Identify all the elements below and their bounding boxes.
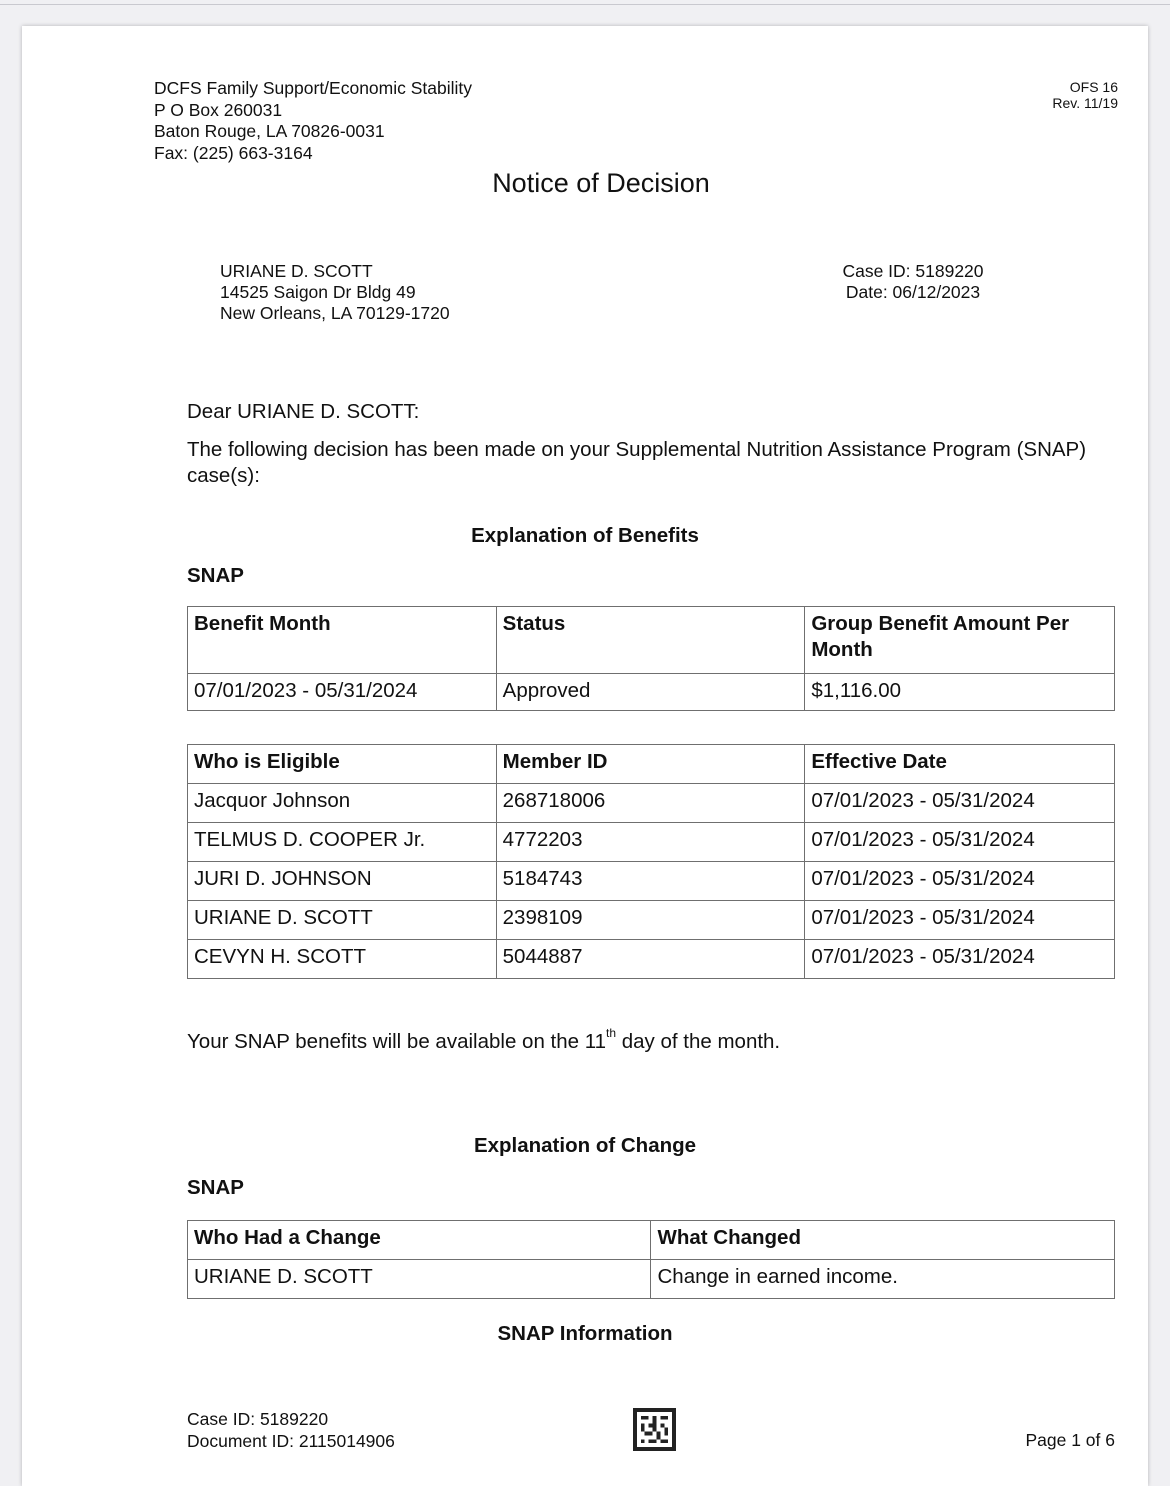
member-name-cell: CEVYN H. SCOTT [188, 940, 497, 979]
form-revision: Rev. 11/19 [1052, 95, 1118, 111]
table-header-row [188, 745, 1115, 784]
table-row [188, 862, 1115, 901]
header-who-had-a-change: Who Had a Change [188, 1221, 651, 1260]
agency-address-line2: Baton Rouge, LA 70826-0031 [154, 121, 385, 141]
eligible-members-table [187, 744, 1115, 979]
effective-date-cell: 07/01/2023 - 05/31/2024 [805, 784, 1115, 823]
availability-ordinal: th [606, 1026, 617, 1040]
benefit-summary-table [187, 606, 1115, 711]
member-name-cell: URIANE D. SCOTT [188, 901, 497, 940]
table-header-row [188, 607, 1115, 674]
benefits-program-label: SNAP [187, 564, 244, 587]
case-info-block [828, 261, 998, 303]
member-name-cell: Jacquor Johnson [188, 784, 497, 823]
intro-paragraph: The following decision has been made on your Supplemental Nutrition Assistance Program (SNAP) case(s): [187, 438, 1087, 487]
agency-fax: Fax: (225) 663-3164 [154, 142, 313, 163]
page-number: Page 1 of 6 [1025, 1430, 1115, 1450]
member-name-cell: JURI D. JOHNSON [188, 862, 497, 901]
effective-date-cell: 07/01/2023 - 05/31/2024 [805, 940, 1115, 979]
table-row [188, 674, 1115, 711]
2d-barcode-icon [633, 1408, 676, 1451]
footer-case-id: Case ID: 5189220 [187, 1409, 329, 1429]
snap-information-heading: SNAP Information [497, 1322, 673, 1345]
availability-text-end: day of the month. [616, 1030, 781, 1053]
effective-date-cell: 07/01/2023 - 05/31/2024 [805, 862, 1115, 901]
header-what-changed: What Changed [651, 1221, 1115, 1260]
header-member-id: Member ID [496, 745, 805, 784]
member-id-cell: 5184743 [496, 862, 805, 901]
header-who-is-eligible: Who is Eligible [188, 745, 497, 784]
table-header-row [188, 1221, 1115, 1260]
change-description-cell: Change in earned income. [651, 1260, 1115, 1299]
recipient-address-line1: 14525 Saigon Dr Bldg 49 [220, 282, 416, 302]
footer-ids [187, 1408, 395, 1452]
table-row [188, 784, 1115, 823]
agency-address-line1: P O Box 260031 [154, 99, 283, 120]
effective-date-cell: 07/01/2023 - 05/31/2024 [805, 901, 1115, 940]
benefits-heading: Explanation of Benefits [471, 524, 699, 547]
effective-date-cell: 07/01/2023 - 05/31/2024 [805, 823, 1115, 862]
change-table [187, 1220, 1115, 1299]
page-title: Notice of Decision [492, 168, 710, 198]
member-id-cell: 268718006 [496, 784, 805, 823]
form-number: OFS 16 [1069, 79, 1118, 95]
table-row [188, 1260, 1115, 1299]
member-name-cell: TELMUS D. COOPER Jr. [188, 823, 497, 862]
form-identifier [1052, 79, 1118, 111]
amount-cell: $1,116.00 [805, 674, 1115, 711]
header-benefit-month: Benefit Month [188, 607, 497, 674]
status-cell: Approved [496, 674, 805, 711]
header-group-benefit-amount: Group Benefit Amount Per Month [805, 607, 1115, 674]
viewer-top-border [0, 4, 1170, 5]
table-row [188, 901, 1115, 940]
agency-address-block [154, 78, 472, 164]
case-id: Case ID: 5189220 [842, 261, 984, 281]
footer-document-id: Document ID: 2115014906 [187, 1431, 395, 1451]
availability-text: Your SNAP benefits will be available on the 11 [187, 1030, 607, 1053]
recipient-name: URIANE D. SCOTT [220, 261, 373, 281]
member-id-cell: 2398109 [496, 901, 805, 940]
document-page [22, 26, 1148, 1486]
benefit-availability-note [187, 1026, 781, 1054]
table-row [188, 940, 1115, 979]
change-program-label: SNAP [187, 1176, 244, 1199]
header-status: Status [496, 607, 805, 674]
notice-date: Date: 06/12/2023 [845, 282, 981, 302]
agency-name: DCFS Family Support/Economic Stability [154, 78, 473, 98]
change-member-cell: URIANE D. SCOTT [188, 1260, 651, 1299]
change-heading: Explanation of Change [473, 1134, 697, 1157]
member-id-cell: 5044887 [496, 940, 805, 979]
recipient-address-line2: New Orleans, LA 70129-1720 [220, 303, 450, 323]
recipient-address-block [220, 261, 450, 324]
greeting: Dear URIANE D. SCOTT: [187, 400, 420, 423]
benefit-month-cell: 07/01/2023 - 05/31/2024 [188, 674, 497, 711]
member-id-cell: 4772203 [496, 823, 805, 862]
header-effective-date: Effective Date [805, 745, 1115, 784]
table-row [188, 823, 1115, 862]
